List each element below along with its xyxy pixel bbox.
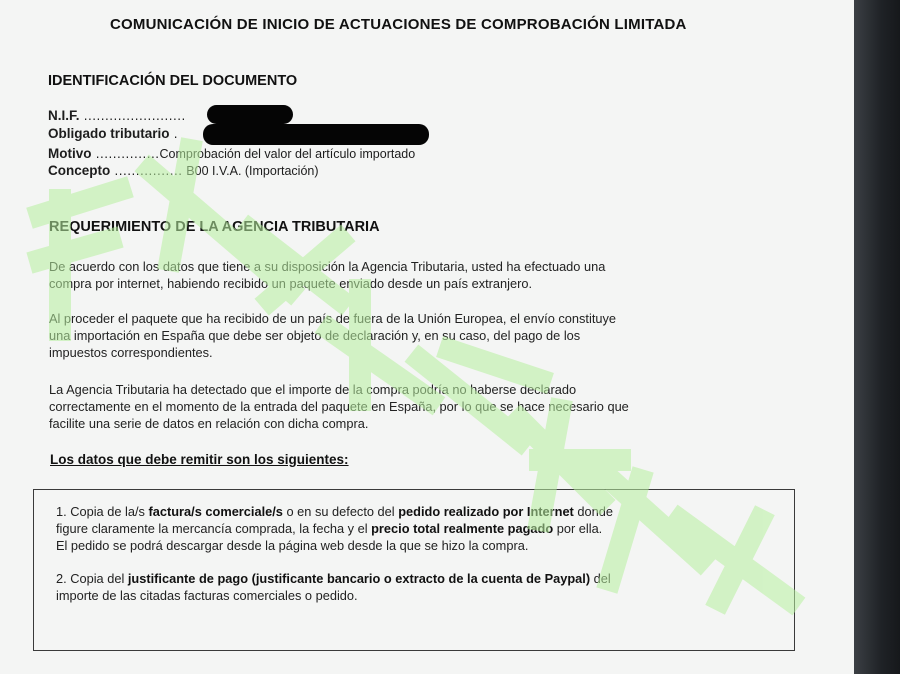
item-1-line (56, 520, 613, 537)
field-motivo-value: Comprobación del valor del artículo importado (159, 147, 416, 161)
requested-data-box (33, 489, 795, 651)
item-1-line: El pedido se podrá descargar desde la página web desde la que se hizo la compra. (56, 538, 529, 553)
paragraph-1 (49, 258, 759, 292)
list-intro: Los datos que debe remitir son los siguientes: (50, 452, 349, 467)
paragraph-2 (49, 310, 759, 361)
item-1-text: donde (573, 504, 613, 519)
identification-heading: IDENTIFICACIÓN DEL DOCUMENTO (48, 73, 298, 89)
redaction-bar-obligado (203, 124, 429, 145)
field-concepto-label: Concepto (48, 163, 111, 178)
field-nif-label: N.I.F. (48, 108, 80, 123)
paragraph-2-line: Al proceder el paquete que ha recibido de un país de fuera de la Unión Europea, el envío constituye (49, 311, 617, 326)
field-motivo (48, 146, 415, 163)
item-1-text: 1. Copia de la/s (56, 504, 149, 519)
paragraph-1-line: compra por internet, habiendo recibido un paquete enviado desde un país extranjero. (49, 276, 533, 291)
field-concepto (48, 163, 319, 180)
field-concepto-dots: ................ (110, 163, 183, 178)
paragraph-2-line: impuestos correspondientes. (49, 345, 213, 360)
item-1-text: figure claramente la mercancía comprada, la fecha y el (56, 521, 372, 536)
item-1-text: o en su defecto del (282, 504, 399, 519)
item-1-line (56, 503, 613, 520)
requirement-heading: REQUERIMIENTO DE LA AGENCIA TRIBUTARIA (49, 219, 380, 235)
field-obligado-tributario (48, 126, 178, 143)
item-2-line (56, 570, 611, 587)
field-nif (48, 108, 186, 125)
item-2-text: del (590, 571, 611, 586)
item-1-emphasis: factura/s comerciale/s (148, 504, 283, 519)
monitor-bezel (854, 0, 900, 674)
item-1-text: por ella. (553, 521, 603, 536)
field-nif-dots: ........................ (79, 108, 186, 123)
item-2-line: importe de las citadas facturas comerciales o pedido. (56, 588, 358, 603)
item-2-emphasis: justificante de pago (justificante bancario o extracto de la cuenta de Paypal) (127, 571, 591, 586)
field-obligado-dots: . (169, 126, 179, 141)
redaction-bar-nif (207, 105, 293, 124)
document-title: COMUNICACIÓN DE INICIO DE ACTUACIONES DE COMPROBACIÓN LIMITADA (110, 16, 687, 33)
paragraph-2-line: una importación en España que debe ser objeto de declaración y, en su caso, del pago de los (49, 328, 581, 343)
requested-item-2 (56, 570, 611, 604)
field-concepto-value: B00 I.V.A. (Importación) (186, 164, 319, 178)
field-motivo-label: Motivo (48, 146, 92, 161)
paragraph-3-line: correctamente en el momento de la entrada del paquete en España, por lo que se hace necesario que (49, 399, 629, 414)
paragraph-1-line: De acuerdo con los datos que tiene a su disposición la Agencia Tributaria, usted ha efectuado una (49, 259, 606, 274)
field-obligado-label: Obligado tributario (48, 126, 170, 141)
item-2-text: 2. Copia del (56, 571, 128, 586)
item-1-emphasis: precio total realmente pagado (371, 521, 554, 536)
item-1-emphasis: pedido realizado por Internet (398, 504, 574, 519)
field-motivo-dots: ............... (91, 146, 160, 161)
paragraph-3-line: La Agencia Tributaria ha detectado que el importe de la compra podría no haberse declarado (49, 382, 577, 397)
paragraph-3-line: facilite una serie de datos en relación con dicha compra. (49, 416, 369, 431)
requested-item-1 (56, 503, 613, 554)
paragraph-3 (49, 381, 759, 432)
